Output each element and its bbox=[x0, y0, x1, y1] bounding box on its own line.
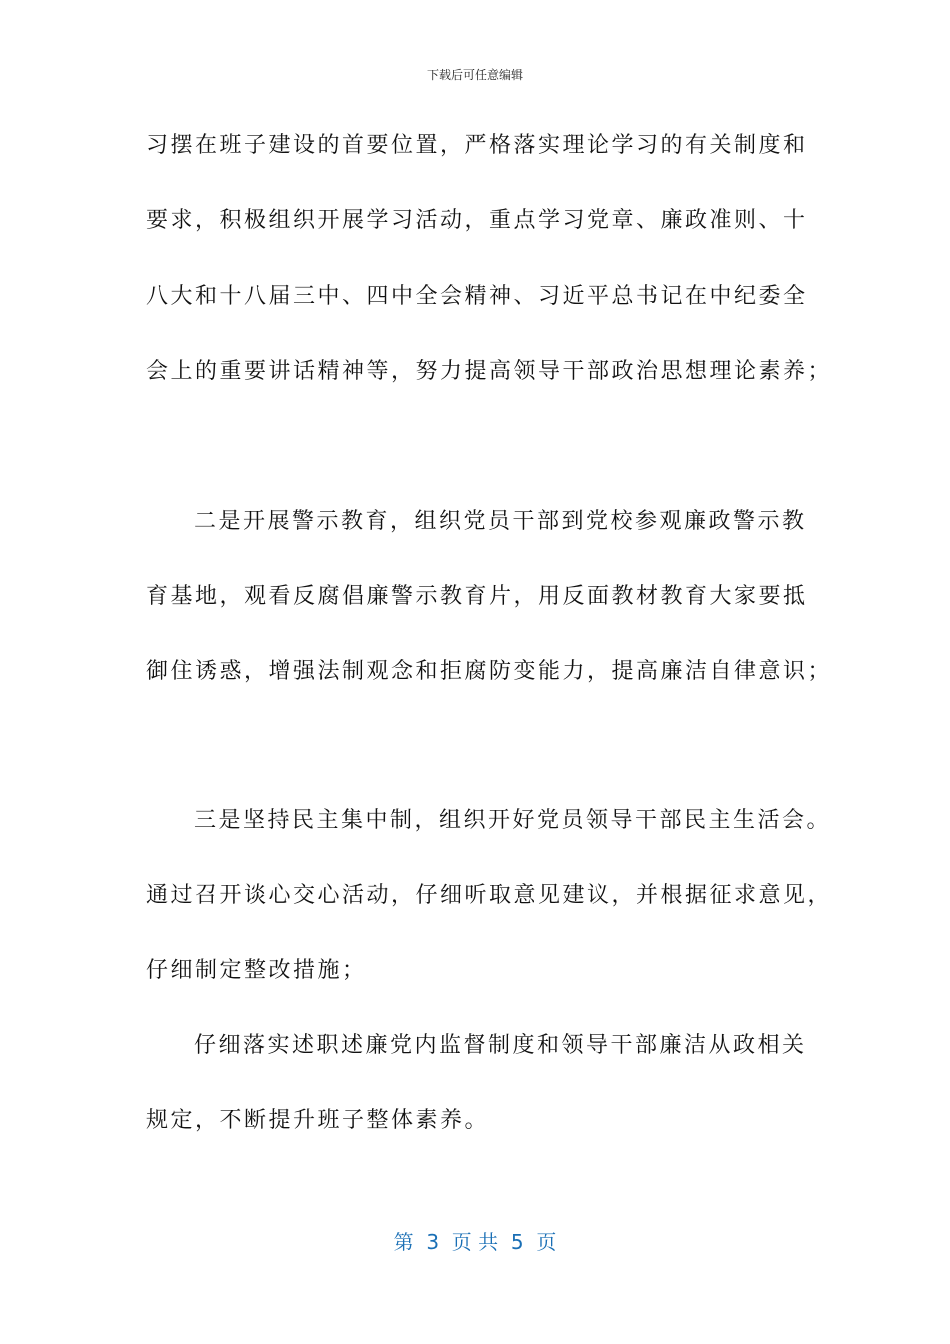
paragraph-2-line-2: 育基地，观看反腐倡廉警示教育片，用反面教材教育大家要抵 bbox=[146, 584, 808, 609]
paragraph-1-line-3: 八大和十八届三中、四中全会精神、习近平总书记在中纪委全 bbox=[146, 284, 808, 309]
paragraph-3-line-2: 通过召开谈心交心活动，仔细听取意见建议，并根据征求意见， bbox=[146, 883, 833, 908]
paragraph-2-line-1: 二是开展警示教育，组织党员干部到党校参观廉政警示教 bbox=[194, 509, 807, 534]
paragraph-4-line-2: 规定，不断提升班子整体素养。 bbox=[146, 1108, 490, 1133]
paragraph-4-line-1: 仔细落实述职述廉党内监督制度和领导干部廉洁从政相关 bbox=[194, 1033, 807, 1058]
paragraph-3-line-3: 仔细制定整改措施； bbox=[146, 958, 367, 983]
paragraph-2-line-3: 御住诱惑，增强法制观念和拒腐防变能力，提高廉洁自律意识； bbox=[146, 659, 833, 684]
paragraph-1-line-1: 习摆在班子建设的首要位置，严格落实理论学习的有关制度和 bbox=[146, 133, 808, 158]
paragraph-1-line-4: 会上的重要讲话精神等，努力提高领导干部政治思想理论素养； bbox=[146, 359, 833, 384]
page-number-footer: 第 3 页 共 5 页 bbox=[393, 1230, 557, 1254]
paragraph-1-line-2: 要求，积极组织开展学习活动，重点学习党章、廉政准则、十 bbox=[146, 208, 808, 233]
paragraph-3-line-1: 三是坚持民主集中制，组织开好党员领导干部民主生活会。 bbox=[194, 808, 832, 833]
page-header-note: 下载后可任意编辑 bbox=[426, 68, 523, 82]
